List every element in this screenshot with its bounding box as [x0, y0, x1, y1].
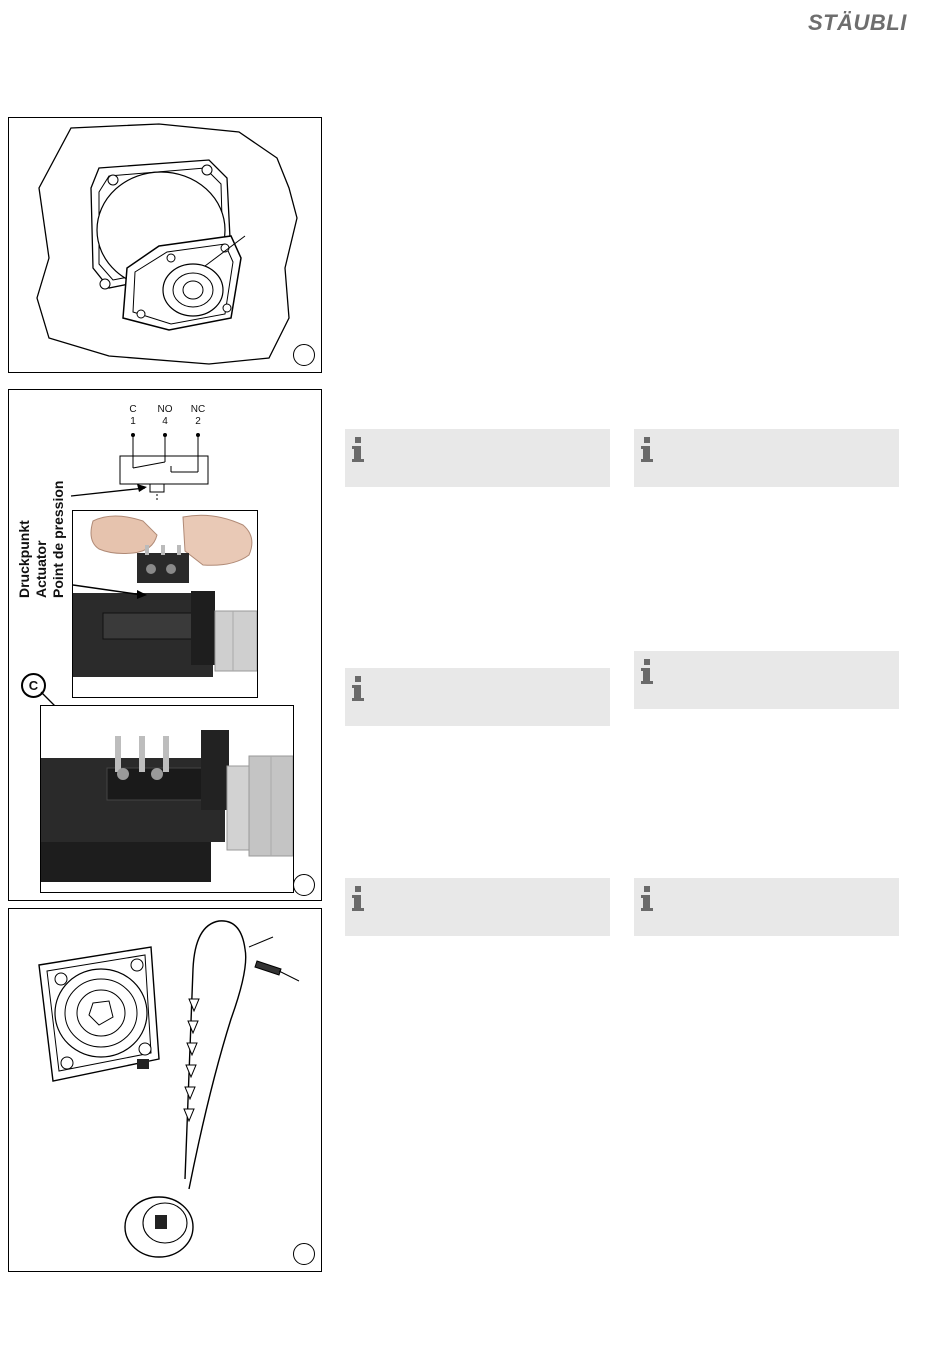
staubli-logo [808, 10, 907, 46]
figure-number-badge [293, 874, 315, 896]
brand-name: STÄUBLI [808, 10, 907, 35]
terminal-number: 1 [130, 416, 136, 427]
installed-switch-illustration [41, 706, 293, 892]
info-icon [351, 886, 365, 912]
info-icon [351, 676, 365, 702]
terminal-name: NO [157, 404, 173, 415]
terminal-name: NC [190, 404, 206, 415]
switch-install-illustration [73, 511, 257, 697]
info-icon [640, 886, 654, 912]
info-icon [640, 437, 654, 463]
figure-number-badge [293, 1243, 315, 1265]
terminal-number: 4 [162, 416, 168, 427]
figure-number-badge [293, 344, 315, 366]
info-box-6 [634, 878, 899, 936]
figure-2-micro-switch [8, 389, 322, 901]
info-box-1 [345, 429, 610, 487]
actuator-label-de: Druckpunkt [16, 520, 32, 598]
info-box-2 [634, 429, 899, 487]
actuator-label-en: Actuator [33, 540, 49, 598]
protective-cap-drawing [9, 909, 321, 1271]
info-box-4 [345, 668, 610, 726]
info-box-5 [345, 878, 610, 936]
photo-installed-switch [40, 705, 294, 893]
info-icon [640, 659, 654, 685]
figure-3-protective-cap [8, 908, 322, 1272]
actuator-label-fr: Point de pression [50, 480, 66, 598]
terminal-number: 2 [195, 416, 201, 427]
terminal-name: C [129, 404, 137, 415]
photo-install-switch [72, 510, 258, 698]
info-box-3 [634, 651, 899, 709]
coupling-plate-drawing [9, 118, 321, 372]
figure-1-coupling-plate [8, 117, 322, 373]
callout-c: C [21, 673, 46, 698]
info-icon [351, 437, 365, 463]
